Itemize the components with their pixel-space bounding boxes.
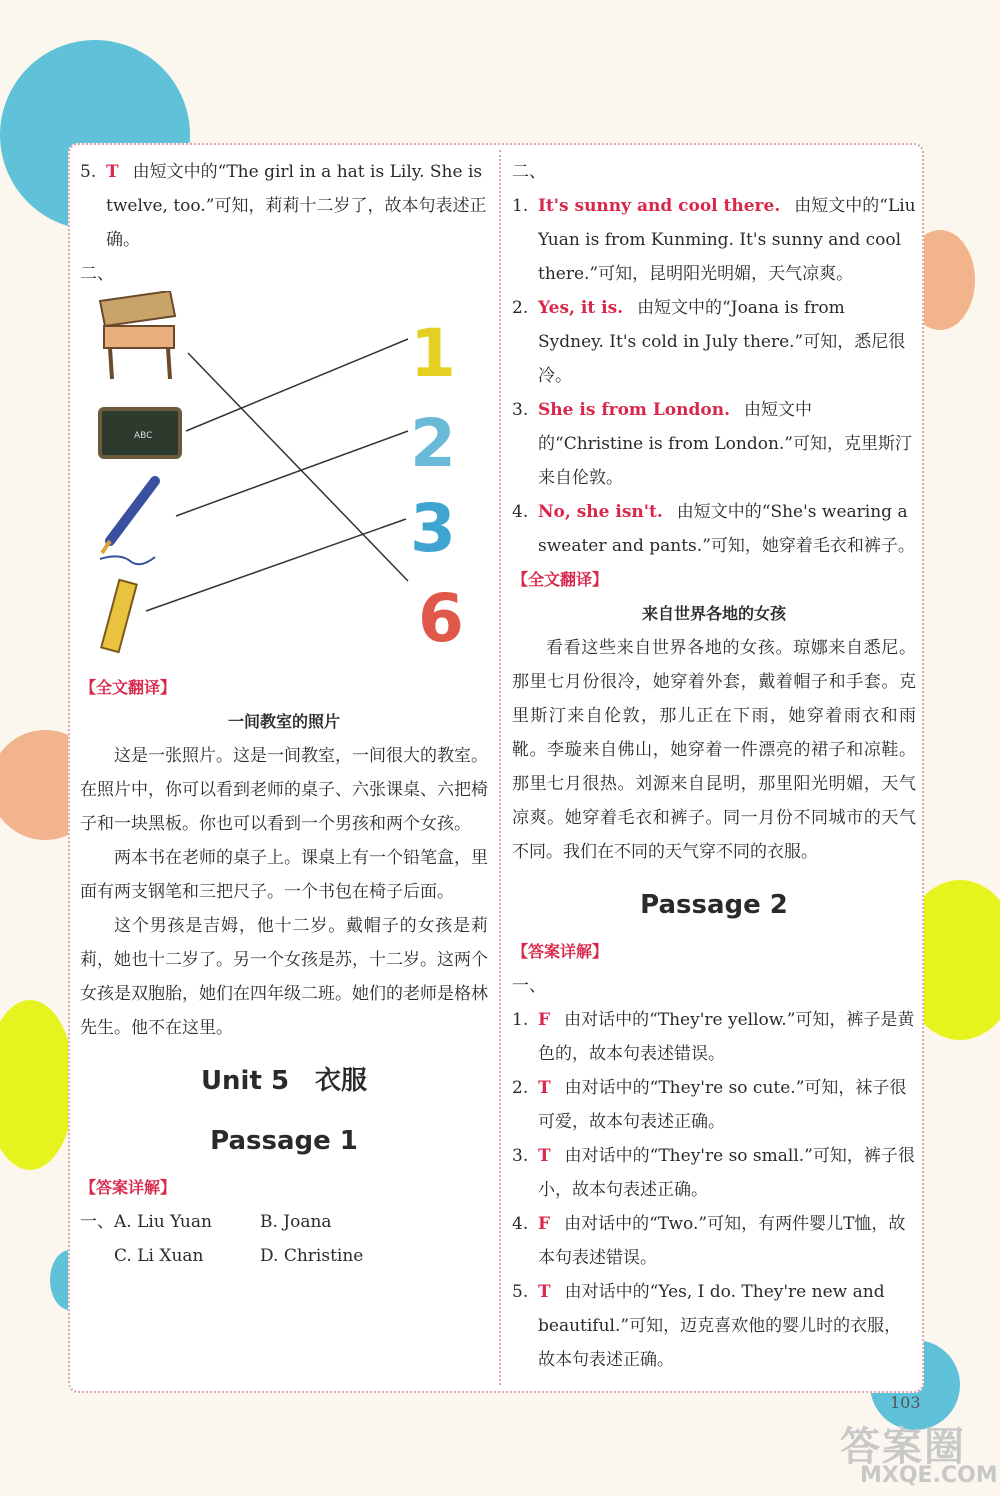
answer-explanation: 由短文中的“Joana is from Sydney. It's cold in July there.”可知，悉尼很冷。 xyxy=(538,298,906,386)
watermark-url: MXQE.COM xyxy=(860,1463,998,1488)
answer-tag: 【答案详解】 xyxy=(80,1178,177,1197)
answer-key: F xyxy=(538,1214,551,1234)
answer-key: T xyxy=(106,162,119,182)
answer-explanation: 由短文中的“Christine is from London.”可知，克里斯汀来自伦敦。 xyxy=(538,400,912,488)
answer-explanation: 由短文中的“She's wearing a sweater and pants.”可知，她穿着毛衣和裤子。 xyxy=(538,502,915,556)
translation-tag: 【全文翻译】 xyxy=(512,570,609,589)
blackboard-icon xyxy=(100,409,180,457)
item-number: 5. xyxy=(512,1282,529,1302)
answer-item xyxy=(512,189,916,291)
item-number: 4. xyxy=(512,1214,529,1234)
answer-item xyxy=(512,1207,916,1275)
answer-key: Yes, it is. xyxy=(538,298,624,318)
answer-explanation: 由对话中的“They're so cute.”可知，袜子很可爱，故本句表述正确。 xyxy=(538,1078,907,1132)
match-line-pen-2 xyxy=(176,431,408,516)
item-number: 2. xyxy=(512,1078,529,1098)
section-heading: 二、 xyxy=(512,162,546,182)
passage-title: Passage 2 xyxy=(640,890,788,920)
answer-explanation: 由短文中的“The girl in a hat is Lily. She is twelve, too.”可知，莉莉十二岁了，故本句表述正确。 xyxy=(106,162,487,250)
translation-paragraph: 这个男孩是吉姆，他十二岁。戴帽子的女孩是莉莉，她也十二岁了。另一个女孩是苏，十二岁。这两个女孩是双胞胎，她们在四年级二班。她们的老师是格林先生。他不在这里。 xyxy=(80,916,488,1038)
unit-title: Unit 5 衣服 xyxy=(200,1066,368,1096)
item-number: 1. xyxy=(512,196,529,216)
matching-exercise xyxy=(80,291,488,671)
match-number-1: 1 xyxy=(410,315,456,392)
right-column xyxy=(512,155,916,1377)
answer-key: F xyxy=(538,1010,551,1030)
page-number: 103 xyxy=(890,1393,921,1412)
item-number: 5. xyxy=(80,162,97,182)
ruler-icon xyxy=(101,580,137,652)
answer-item-5 xyxy=(80,155,488,257)
translation-title: 来自世界各地的女孩 xyxy=(641,604,786,623)
decor-circle-yellow-left xyxy=(0,1000,75,1170)
answer-explanation: 由对话中的“They're yellow.”可知，裤子是黄色的，故本句表述错误。 xyxy=(538,1010,915,1064)
translation-paragraph: 这是一张照片。这是一间教室，一间很大的教室。在照片中，你可以看到老师的桌子、六张课桌、六把椅子和一块黑板。你也可以看到一个男孩和两个女孩。 xyxy=(80,746,488,834)
answer-key: T xyxy=(538,1078,551,1098)
answer-item xyxy=(512,1139,916,1207)
options-row xyxy=(80,1205,488,1239)
column-divider xyxy=(499,150,501,1385)
answer-key: T xyxy=(538,1282,551,1302)
watermark-text: 答案圈 xyxy=(840,1424,966,1470)
answer-explanation: 由短文中的“Liu Yuan is from Kunming. It's sunny and cool there.”可知，昆明阳光明媚，天气凉爽。 xyxy=(538,196,916,284)
answer-explanation: 由对话中的“Two.”可知，有两件婴儿T恤，故本句表述错误。 xyxy=(538,1214,906,1268)
answer-item xyxy=(512,1071,916,1139)
section-heading: 一、 xyxy=(512,976,546,996)
translation-title: 一间教室的照片 xyxy=(227,712,340,731)
item-number: 3. xyxy=(512,400,529,420)
item-number: 3. xyxy=(512,1146,529,1166)
answer-tag: 【答案详解】 xyxy=(512,942,609,961)
match-number-3: 3 xyxy=(410,490,456,567)
section-heading: 一、 xyxy=(80,1212,114,1232)
item-number: 2. xyxy=(512,298,529,318)
answer-key: She is from London. xyxy=(538,400,730,420)
left-column xyxy=(80,155,488,1273)
answer-key: It's sunny and cool there. xyxy=(538,196,781,216)
answer-key: T xyxy=(538,1146,551,1166)
option-a: A. Liu Yuan xyxy=(114,1212,212,1232)
match-line-desk-6 xyxy=(188,353,408,581)
option-c: C. Li Xuan xyxy=(114,1246,204,1266)
answer-item xyxy=(512,291,916,393)
svg-text:ABC: ABC xyxy=(134,431,153,441)
section-heading: 二、 xyxy=(80,264,114,284)
answer-explanation: 由对话中的“They're so small.”可知，裤子很小，故本句表述正确。 xyxy=(538,1146,915,1200)
matching-figure xyxy=(80,291,488,671)
item-number: 4. xyxy=(512,502,529,522)
watermark xyxy=(840,1415,998,1488)
answer-item xyxy=(512,393,916,495)
match-line-ruler-3 xyxy=(146,519,406,611)
option-d: D. Christine xyxy=(260,1246,364,1266)
answer-item xyxy=(512,1275,916,1377)
answer-item xyxy=(512,1003,916,1071)
answer-key: No, she isn't. xyxy=(538,502,663,522)
answer-item xyxy=(512,495,916,563)
translation-paragraph: 两本书在老师的桌子上。课桌上有一个铅笔盒，里面有两支钢笔和三把尺子。一个书包在椅子后面。 xyxy=(80,848,488,902)
desk-icon xyxy=(100,291,175,379)
item-number: 1. xyxy=(512,1010,529,1030)
translation-paragraph: 看看这些来自世界各地的女孩。琼娜来自悉尼。那里七月份很冷，她穿着外套，戴着帽子和手套。克里斯汀来自伦敦，那儿正在下雨，她穿着雨衣和雨靴。李璇来自佛山，她穿着一件漂亮的裙子和凉鞋。那里七月很热。刘源来自昆明，那里阳光明媚，天气凉爽。她穿着毛衣和裤子。同一月份不同城市的天气不同。我们在不同的天气穿不同的衣服。 xyxy=(512,638,916,862)
options-row xyxy=(80,1239,488,1273)
match-number-2: 2 xyxy=(410,405,456,482)
translation-tag: 【全文翻译】 xyxy=(80,678,177,697)
option-b: B. Joana xyxy=(260,1212,332,1232)
pen-icon xyxy=(100,481,155,564)
answer-explanation: 由对话中的“Yes, I do. They're new and beautiful.”可知，迈克喜欢他的婴儿时的衣服，故本句表述正确。 xyxy=(538,1282,902,1370)
passage-title: Passage 1 xyxy=(210,1126,358,1156)
match-number-6: 6 xyxy=(418,580,464,657)
